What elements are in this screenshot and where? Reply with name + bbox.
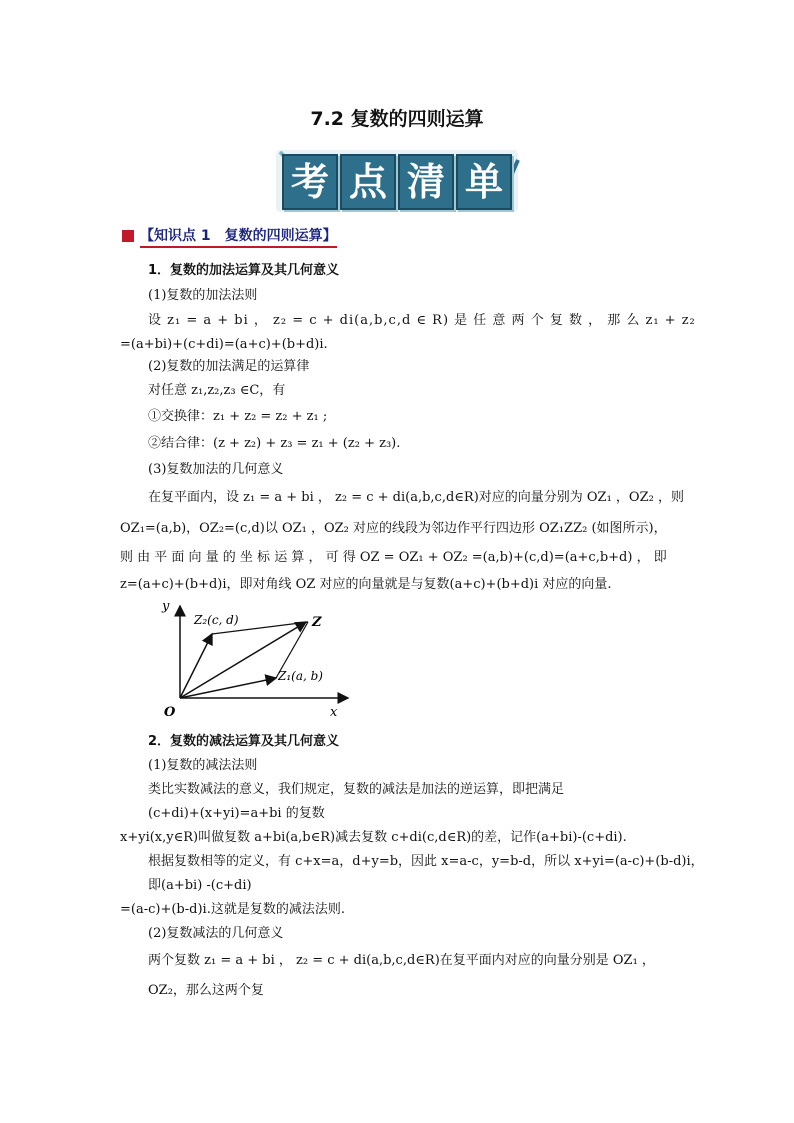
origin-label: O	[164, 705, 176, 720]
banner-char-4: 单	[456, 154, 512, 210]
text-line: (3)复数加法的几何意义	[148, 462, 284, 477]
text-line: ①交换律：z₁ + z₂ = z₂ + z₁ ;	[148, 409, 328, 424]
text-line: =(a+bi)+(c+di)=(a+c)+(b+d)i.	[120, 337, 328, 352]
text-line: 两个复数 z₁ = a + bi ， z₂ = c + di(a,b,c,d∈R)在复平面内对应的向量分别是 OZ₁ ，	[148, 953, 655, 968]
knowledge-point-heading	[122, 226, 337, 246]
text-line: (1)复数的加法法则	[148, 288, 258, 303]
red-square-icon	[122, 230, 134, 242]
banner-char-1: 考	[282, 154, 338, 210]
text-line: 对任意 z₁,z₂,z₃ ∈C，有	[148, 383, 286, 398]
knowledge-point-label: 【知识点 1 复数的四则运算】	[140, 225, 337, 248]
text-line: =(a-c)+(b-d)i.这就是复数的减法法则.	[120, 902, 345, 917]
text-line: OZ₂，那么这两个复	[148, 983, 264, 998]
text-line: x+yi(x,y∈R)叫做复数 a+bi(a,b∈R)减去复数 c+di(c,d∈R)的差，记作(a+bi)-(c+di).	[120, 830, 627, 845]
point-z1-label: Z₁(a, b)	[278, 669, 323, 683]
text-line: ②结合律：(z + z₂) + z₃ = z₁ + (z₂ + z₃).	[148, 436, 401, 451]
point-z2-label: Z₂(c, d)	[194, 613, 239, 627]
kaodian-qingdan-banner	[272, 146, 522, 216]
text-line: OZ₁=(a,b)，OZ₂=(c,d)以 OZ₁ ，OZ₂ 对应的线段为邻边作平行四边形 OZ₁ZZ₂ (如图所示)，	[120, 521, 667, 536]
banner-char-2: 点	[340, 154, 396, 210]
text-line: 在复平面内，设 z₁ = a + bi ， z₂ = c + di(a,b,c,d∈R)对应的向量分别为 OZ₁ ，OZ₂ ，则	[148, 490, 684, 505]
text-line: z=(a+c)+(b+d)i，即对角线 OZ 对应的向量就是与复数(a+c)+(b+d)i 对应的向量.	[120, 577, 612, 592]
page-title: 7.2 复数的四则运算	[310, 108, 484, 130]
heading-addition: 1．复数的加法运算及其几何意义	[148, 263, 340, 278]
banner-char-3: 清	[398, 154, 454, 210]
y-axis-label: y	[162, 599, 170, 614]
parallelogram-figure	[148, 598, 358, 726]
text-line: 类比实数减法的意义，我们规定，复数的减法是加法的逆运算，即把满足	[148, 782, 565, 797]
text-line: 设 z₁ = a + bi ， z₂ = c + di(a,b,c,d ∈ R) 是 任 意 两 个 复 数 ， 那 么 z₁ + z₂	[148, 313, 696, 328]
x-axis-label: x	[330, 705, 338, 720]
text-line: 根据复数相等的定义，有 c+x=a，d+y=b，因此 x=a-c，y=b-d，所以 x+yi=(a-c)+(b-d)i，	[148, 854, 704, 869]
text-line: (2)复数减法的几何意义	[148, 926, 284, 941]
text-line: 则 由 平 面 向 量 的 坐 标 运 算 ， 可 得 OZ = OZ₁ + OZ₂ =(a,b)+(c,d)=(a+c,b+d) ， 即	[120, 550, 667, 565]
heading-subtraction: 2．复数的减法运算及其几何意义	[148, 734, 340, 749]
text-line: (1)复数的减法法则	[148, 758, 258, 773]
vector-oz1	[180, 678, 276, 698]
text-line: (2)复数的加法满足的运算律	[148, 359, 310, 374]
point-z-label: Z	[312, 615, 322, 630]
text-line: 即(a+bi) -(c+di)	[148, 878, 252, 893]
text-line: (c+di)+(x+yi)=a+bi 的复数	[148, 806, 325, 821]
